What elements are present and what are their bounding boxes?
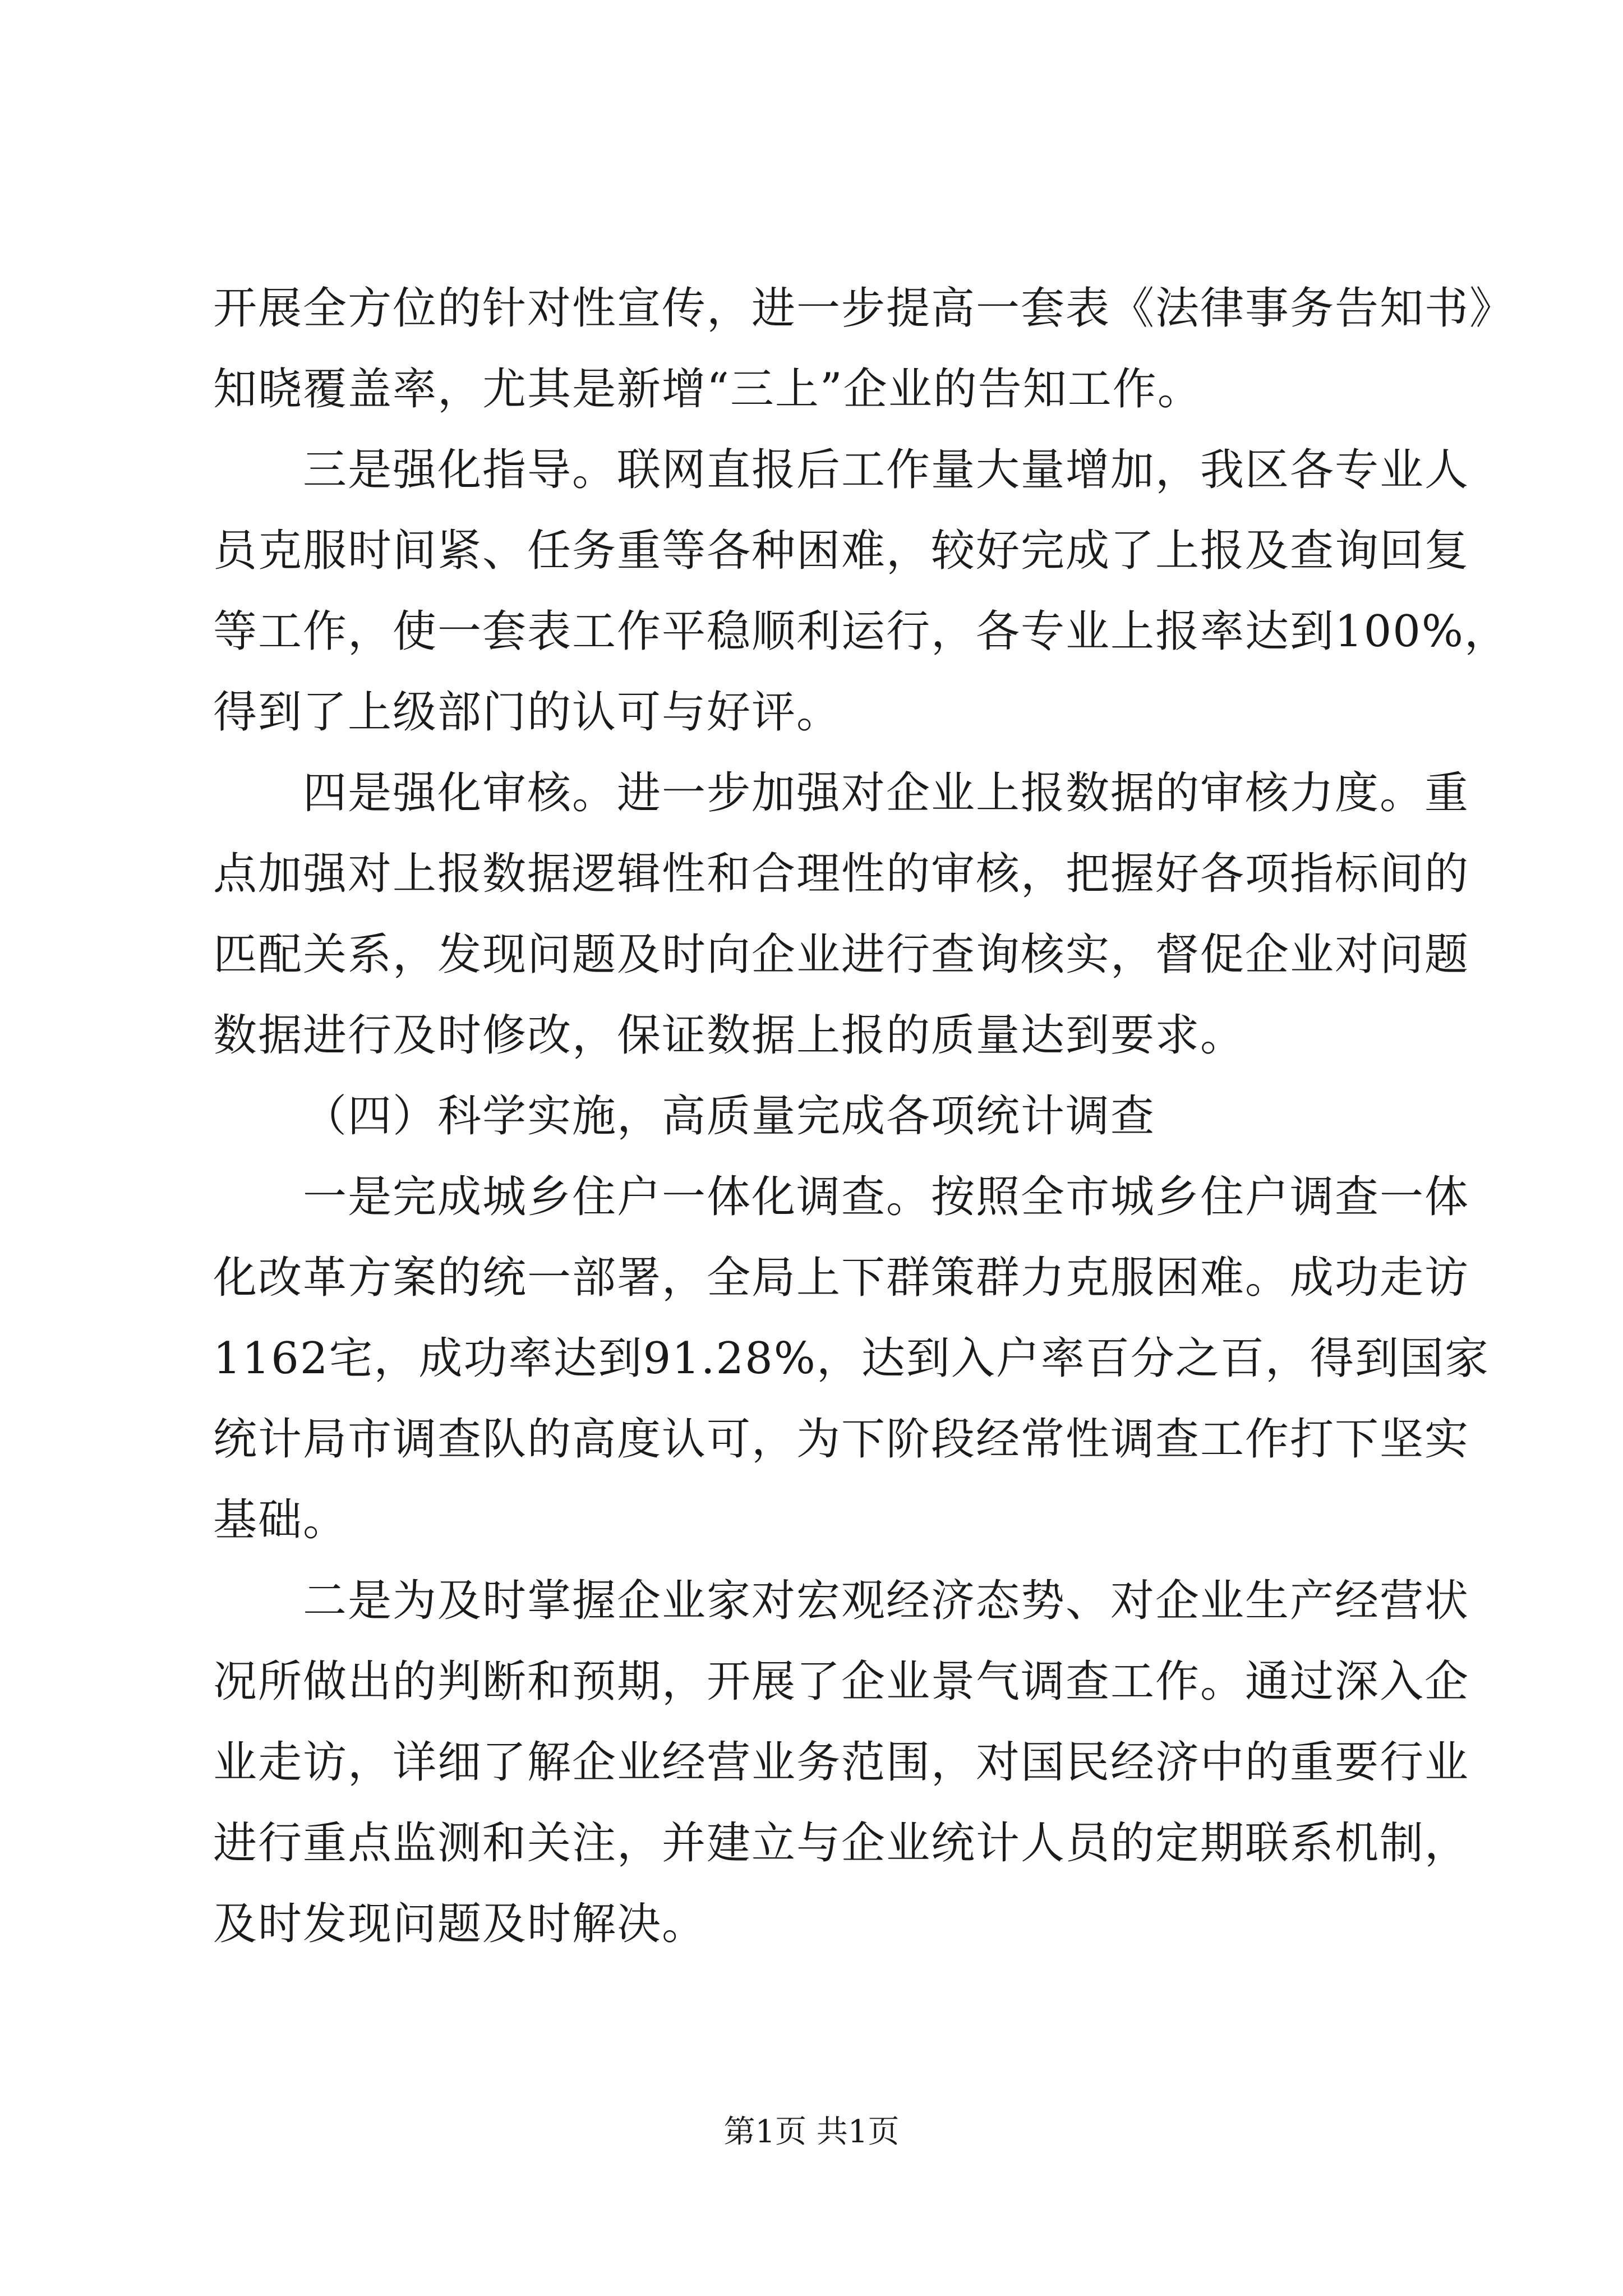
paragraph-line: 知晓覆盖率，尤其是新增“三上”企业的告知工作。 [213,364,1202,415]
paragraph-line: 业走访，详细了解企业经营业务范围，对国民经济中的重要行业 [213,1737,1470,1788]
paragraph-line: 员克服时间紧、任务重等各种困难，较好完成了上报及查询回复 [213,526,1470,576]
paragraph-line: 点加强对上报数据逻辑性和合理性的审核，把握好各项指标间的 [213,849,1470,899]
paragraph-line: 及时发现问题及时解决。 [213,1899,707,1949]
paragraph-line: 四是强化审核。进一步加强对企业上报数据的审核力度。重 [303,768,1470,818]
paragraph-line: 统计局市调查队的高度认可，为下阶段经常性调查工作打下坚实 [213,1414,1470,1465]
paragraph-line: 开展全方位的针对性宣传，进一步提高一套表《法律事务告知书》 [213,283,1515,334]
paragraph-line: 数据进行及时修改，保证数据上报的质量达到要求。 [213,1010,1246,1061]
section-heading: （四）科学实施，高质量完成各项统计调查 [303,1091,1156,1142]
paragraph-line: 三是强化指导。联网直报后工作量大量增加，我区各专业人 [303,445,1470,495]
page-number-footer: 第1页 共1页 [723,2114,900,2150]
paragraph-line: 得到了上级部门的认可与好评。 [213,687,842,738]
paragraph-line: 况所做出的判断和预期，开展了企业景气调查工作。通过深入企 [213,1657,1470,1707]
paragraph-line: 一是完成城乡住户一体化调查。按照全市城乡住户调查一体 [303,1172,1470,1222]
paragraph-line: 匹配关系，发现问题及时向企业进行查询核实，督促企业对问题 [213,930,1470,980]
paragraph-line: 化改革方案的统一部署，全局上下群策群力克服困难。成功走访 [213,1253,1470,1303]
paragraph-line: 二是为及时掌握企业家对宏观经济态势、对企业生产经营状 [303,1576,1470,1626]
paragraph-line: 等工作，使一套表工作平稳顺利运行，各专业上报率达到100%， [213,606,1509,657]
paragraph-line: 进行重点监测和关注，并建立与企业统计人员的定期联系机制， [213,1818,1470,1869]
document-body [213,268,1515,1964]
paragraph-line: 基础。 [213,1495,348,1545]
paragraph-line: 1162宅，成功率达到91.28%，达到入户率百分之百，得到国家 [213,1333,1490,1384]
